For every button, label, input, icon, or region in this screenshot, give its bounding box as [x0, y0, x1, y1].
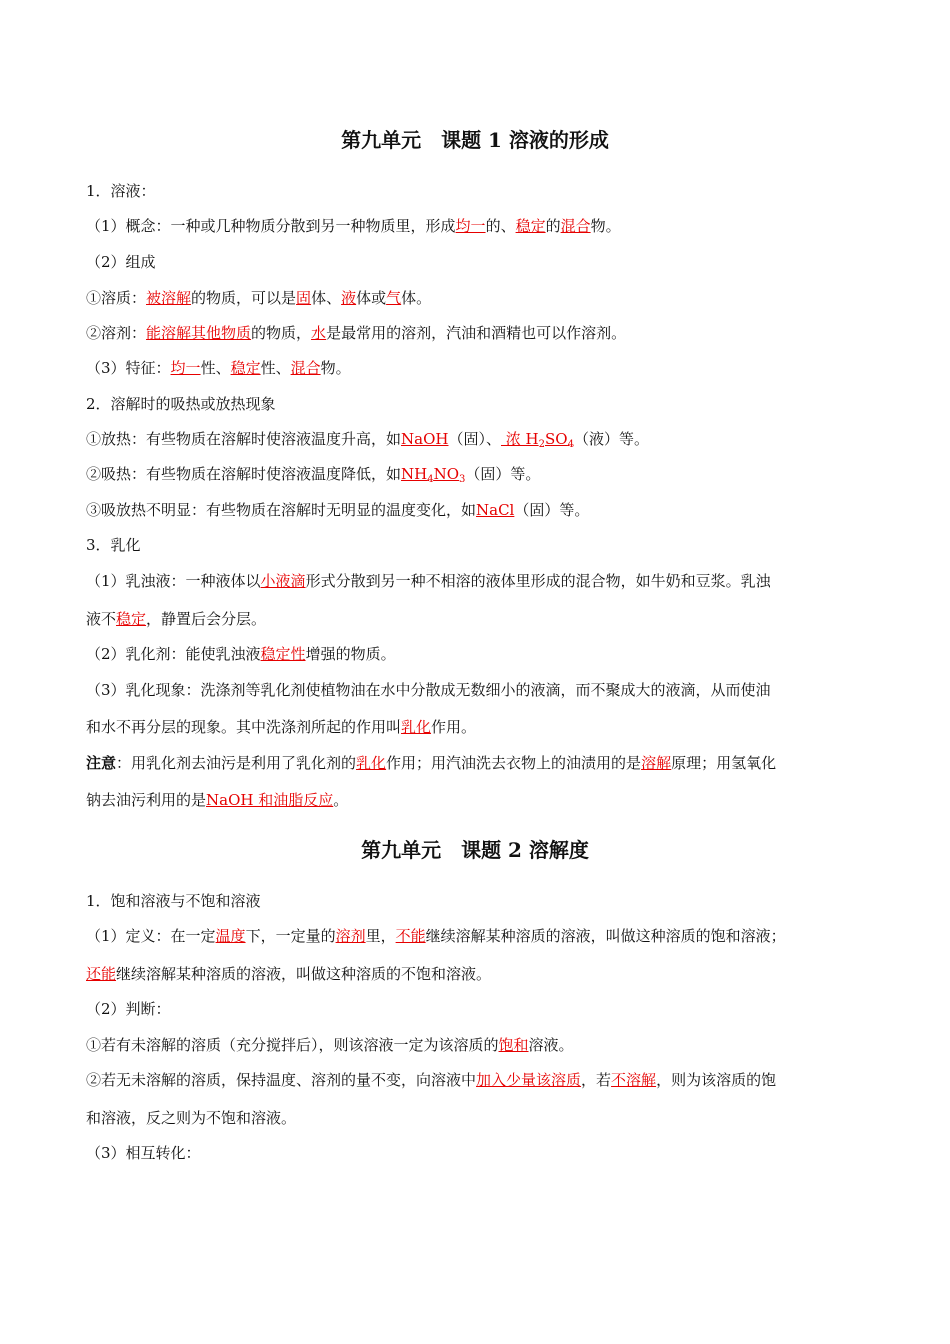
s2-definition-line-cont: 还能继续溶解某种溶质的溶液，叫做这种溶质的不饱和溶液。 — [86, 965, 492, 983]
answer-blank: 固 — [296, 289, 312, 307]
s1-solvent-line: ②溶剂：能溶解其他物质的物质，水是最常用的溶剂，汽油和酒精也可以作溶剂。 — [86, 324, 627, 342]
answer-blank: 稳定 — [230, 359, 261, 377]
s1-note-line-cont: 钠去油污利用的是NaOH 和油脂反应。 — [86, 791, 349, 809]
s1-features-line: （3）特征：均一性、稳定性、混合物。 — [86, 359, 351, 377]
s2-judge-line-1: ①若有未溶解的溶质（充分搅拌后），则该溶液一定为该溶质的饱和溶液。 — [86, 1036, 574, 1054]
s1-emulsion-line-cont: 液不稳定，静置后会分层。 — [86, 610, 267, 628]
answer-blank: 均一 — [455, 217, 486, 235]
s2-judge-heading: （2）判断： — [86, 1000, 171, 1018]
answer-blank: 气 — [386, 289, 402, 307]
answer-blank: 小液滴 — [260, 572, 306, 590]
lesson2-title: 第九单元 课题 2 溶解度 — [361, 838, 589, 862]
s1-emulsifier-line: （2）乳化剂：能使乳浊液稳定性增强的物质。 — [86, 645, 396, 663]
answer-blank: 乳化 — [356, 754, 387, 772]
answer-blank: 不溶解 — [611, 1071, 657, 1089]
s1-solute-line: ①溶质：被溶解的物质，可以是固体、液体或气体。 — [86, 289, 432, 307]
answer-blank: 能溶解其他物质 — [146, 324, 252, 342]
answer-blank: NaCl — [476, 501, 515, 519]
s1-emulsify-phenomenon-cont: 和水不再分层的现象。其中洗涤剂所起的作用叫乳化作用。 — [86, 718, 477, 736]
answer-blank: 乳化 — [401, 718, 432, 736]
s2-heading-saturated: 1．饱和溶液与不饱和溶液 — [86, 892, 261, 910]
answer-blank: 稳定 — [116, 610, 147, 628]
answer-blank: 饱和 — [498, 1036, 529, 1054]
s1-note-line: 注意：用乳化剂去油污是利用了乳化剂的乳化作用；用汽油洗去衣物上的油渍用的是溶解原理；用氢氧化 — [86, 754, 777, 772]
answer-blank: NaOH — [401, 430, 449, 448]
s2-judge-line-2-cont: 和溶液，反之则为不饱和溶液。 — [86, 1109, 297, 1127]
s1-heading-solution: 1．溶液： — [86, 182, 156, 200]
answer-blank: 不能 — [395, 927, 426, 945]
answer-blank: 液 — [341, 289, 357, 307]
s2-definition-line: （1）定义：在一定温度下，一定量的溶剂里，不能继续溶解某种溶质的溶液，叫做这种溶质的饱和溶液； — [86, 927, 786, 945]
s2-conversion-heading: （3）相互转化： — [86, 1144, 201, 1162]
note-label: 注意 — [86, 754, 117, 772]
s1-neutral-line: ③吸放热不明显：有些物质在溶解时无明显的温度变化，如NaCl（固）等。 — [86, 501, 590, 519]
lesson1-title: 第九单元 课题 1 溶液的形成 — [341, 128, 609, 152]
answer-blank: 混合 — [560, 217, 591, 235]
s1-heading-heat: 2．溶解时的吸热或放热现象 — [86, 395, 276, 413]
answer-blank: 稳定 — [515, 217, 546, 235]
s1-concept-line: （1）概念：一种或几种物质分散到另一种物质里，形成均一的、稳定的混合物。 — [86, 217, 621, 235]
answer-blank: 水 — [311, 324, 327, 342]
answer-blank: 稳定性 — [260, 645, 306, 663]
answer-blank: 被溶解 — [146, 289, 192, 307]
answer-blank: $NH_4NO_3$ — [401, 465, 466, 485]
answer-blank: 均一 — [170, 359, 201, 377]
answer-blank: 浓 $H_2SO_4$ — [500, 430, 574, 450]
s1-heading-emulsify: 3．乳化 — [86, 536, 141, 554]
s2-judge-line-2: ②若无未溶解的溶质，保持温度、溶剂的量不变，向溶液中加入少量该溶质，若不溶解，则为该溶质的饱 — [86, 1071, 777, 1089]
answer-blank: NaOH 和油脂反应 — [206, 791, 334, 809]
s1-emulsify-phenomenon-line: （3）乳化现象：洗涤剂等乳化剂使植物油在水中分散成无数细小的液滴，而不聚成大的液滴，从而使油 — [86, 681, 771, 699]
s1-endothermic-line: ②吸热：有些物质在溶解时使溶液温度降低，如$NH_4NO_3$（固）等。 — [86, 465, 541, 485]
answer-blank: 溶剂 — [335, 927, 366, 945]
s1-emulsion-line: （1）乳浊液：一种液体以小液滴形式分散到另一种不相溶的液体里形成的混合物，如牛奶和豆浆。乳浊 — [86, 572, 771, 590]
answer-blank: 加入少量该溶质 — [476, 1071, 582, 1089]
s1-exothermic-line: ①放热：有些物质在溶解时使溶液温度升高，如NaOH（固）、 浓 $H_2SO_4$（液）等。 — [86, 430, 649, 450]
answer-blank: 混合 — [290, 359, 321, 377]
answer-blank: 温度 — [215, 927, 246, 945]
answer-blank: 还能 — [86, 965, 117, 983]
s1-composition-heading: （2）组成 — [86, 253, 156, 271]
answer-blank: 溶解 — [641, 754, 672, 772]
